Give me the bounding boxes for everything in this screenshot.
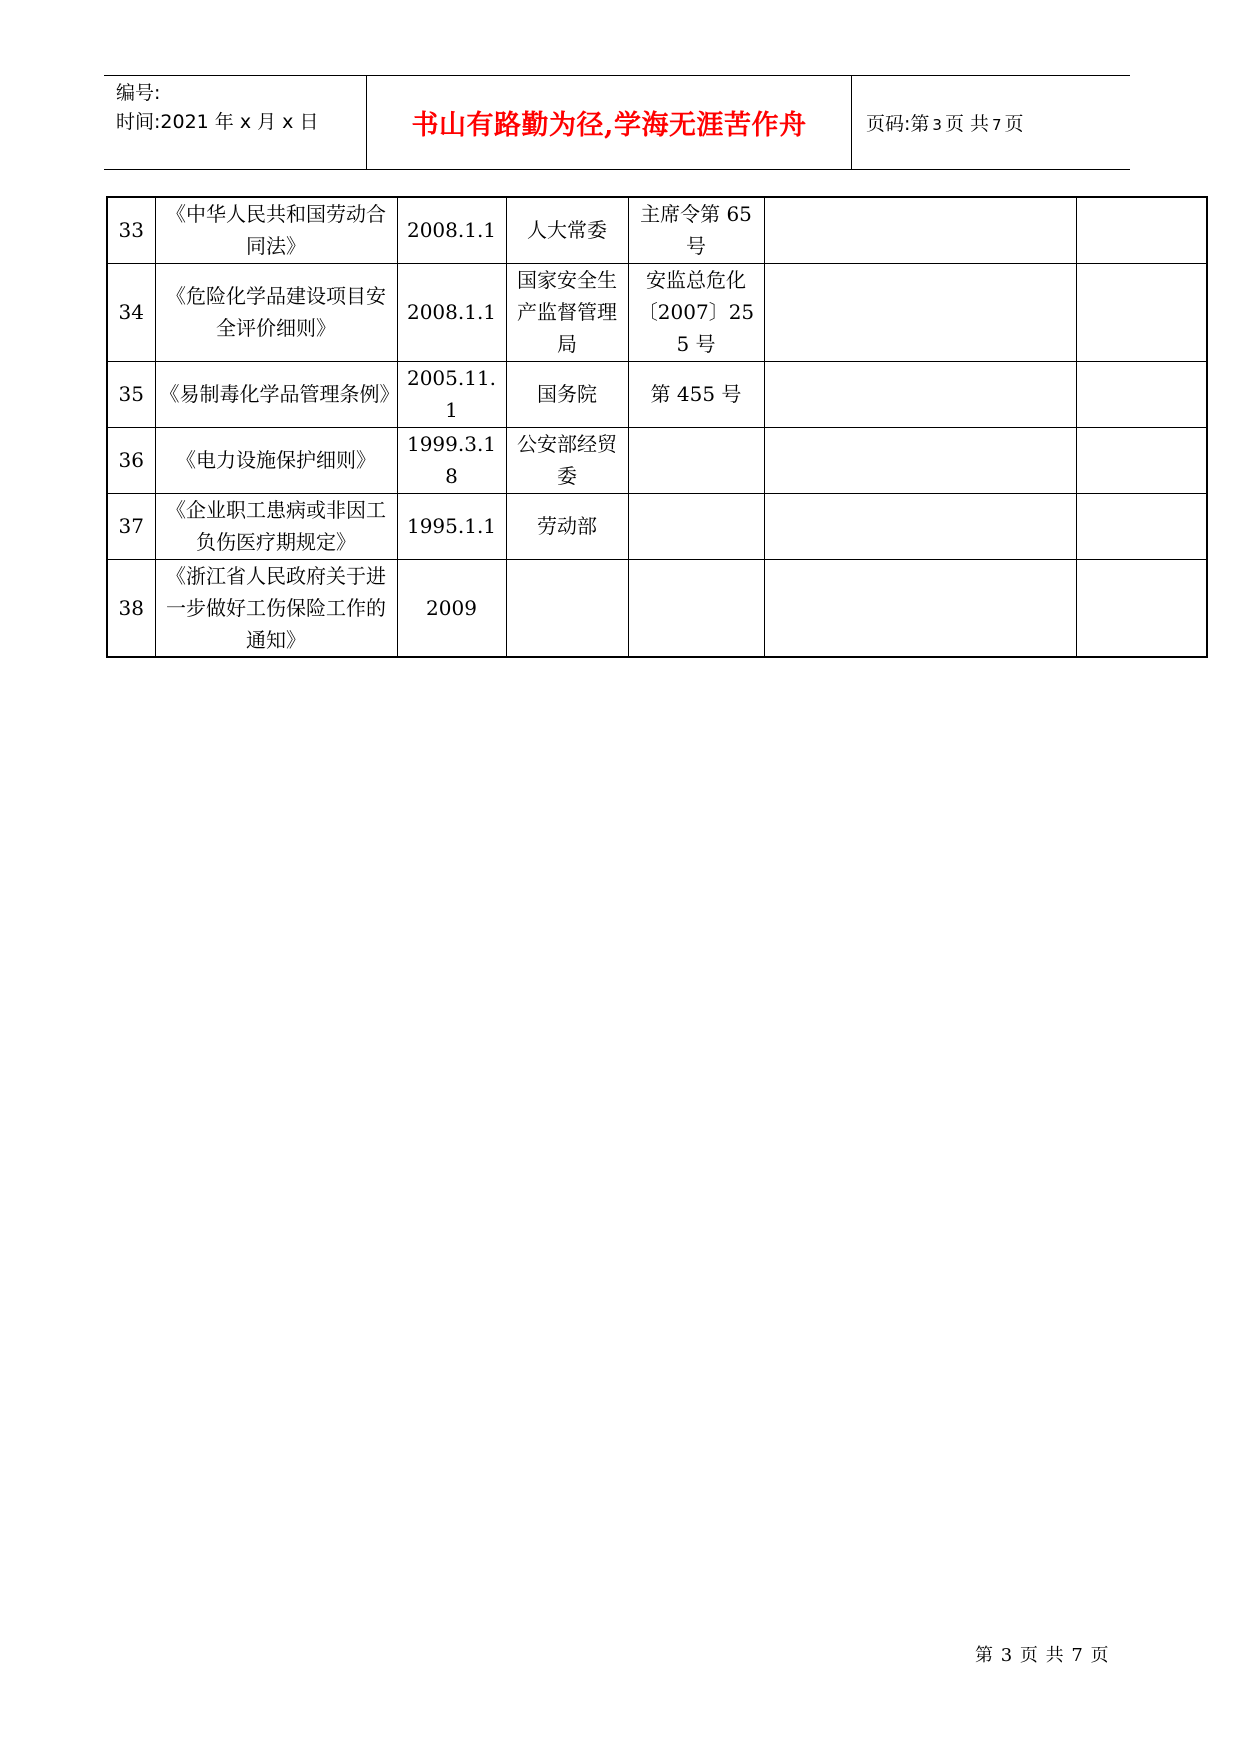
page-footer: 第 3 页 共 7 页 bbox=[975, 1645, 1110, 1666]
cell-issuer: 公安部经贸委 bbox=[506, 427, 628, 493]
cell-document-number bbox=[628, 493, 764, 559]
header-meta bbox=[104, 76, 367, 169]
table-row bbox=[107, 197, 1207, 263]
cell-effective-date: 2008.1.1 bbox=[397, 263, 506, 361]
cell-blank bbox=[1076, 559, 1207, 657]
cell-document-number bbox=[628, 427, 764, 493]
page-total: 7 bbox=[992, 116, 1002, 134]
cell-issuer: 人大常委 bbox=[506, 197, 628, 263]
cell-blank bbox=[1076, 263, 1207, 361]
cell-effective-date: 2009 bbox=[397, 559, 506, 657]
cell-regulation-name: 《易制毒化学品管理条例》 bbox=[155, 361, 397, 427]
cell-document-number bbox=[628, 559, 764, 657]
page-prefix: 页码:第 bbox=[866, 113, 930, 135]
table-row bbox=[107, 493, 1207, 559]
cell-issuer: 国家安全生产监督管理局 bbox=[506, 263, 628, 361]
table-row bbox=[107, 263, 1207, 361]
table-row bbox=[107, 427, 1207, 493]
header-slogan-cell bbox=[367, 76, 852, 169]
cell-document-number: 第 455 号 bbox=[628, 361, 764, 427]
cell-number: 34 bbox=[107, 263, 155, 361]
page-mid: 页 共 bbox=[944, 113, 989, 135]
cell-blank bbox=[1076, 493, 1207, 559]
serial-label: 编号: bbox=[116, 82, 161, 104]
cell-blank bbox=[764, 493, 1076, 559]
cell-document-number: 安监总危化〔2007〕255 号 bbox=[628, 263, 764, 361]
cell-effective-date: 2008.1.1 bbox=[397, 197, 506, 263]
cell-number: 35 bbox=[107, 361, 155, 427]
cell-regulation-name: 《企业职工患病或非因工负伤医疗期规定》 bbox=[155, 493, 397, 559]
cell-document-number: 主席令第 65 号 bbox=[628, 197, 764, 263]
header-slogan: 书山有路勤为径,学海无涯苦作舟 bbox=[411, 110, 807, 141]
cell-issuer: 国务院 bbox=[506, 361, 628, 427]
table-row bbox=[107, 559, 1207, 657]
cell-blank bbox=[1076, 361, 1207, 427]
header-page-info bbox=[852, 76, 1130, 169]
regulations-table bbox=[106, 196, 1208, 658]
cell-number: 36 bbox=[107, 427, 155, 493]
cell-regulation-name: 《电力设施保护细则》 bbox=[155, 427, 397, 493]
cell-regulation-name: 《危险化学品建设项目安全评价细则》 bbox=[155, 263, 397, 361]
cell-regulation-name: 《中华人民共和国劳动合同法》 bbox=[155, 197, 397, 263]
cell-blank bbox=[764, 263, 1076, 361]
cell-effective-date: 1995.1.1 bbox=[397, 493, 506, 559]
cell-effective-date: 2005.11.1 bbox=[397, 361, 506, 427]
cell-blank bbox=[764, 197, 1076, 263]
cell-number: 37 bbox=[107, 493, 155, 559]
cell-blank bbox=[1076, 197, 1207, 263]
cell-number: 33 bbox=[107, 197, 155, 263]
page-current: 3 bbox=[932, 116, 942, 134]
cell-regulation-name: 《浙江省人民政府关于进一步做好工伤保险工作的通知》 bbox=[155, 559, 397, 657]
cell-number: 38 bbox=[107, 559, 155, 657]
table-body bbox=[107, 197, 1207, 657]
cell-effective-date: 1999.3.18 bbox=[397, 427, 506, 493]
table-row bbox=[107, 361, 1207, 427]
cell-blank bbox=[764, 361, 1076, 427]
time-label: 时间:2021 年 x 月 x 日 bbox=[116, 111, 319, 133]
cell-blank bbox=[1076, 427, 1207, 493]
cell-blank bbox=[764, 427, 1076, 493]
cell-blank bbox=[764, 559, 1076, 657]
page-suffix: 页 bbox=[1004, 113, 1024, 135]
cell-issuer bbox=[506, 559, 628, 657]
cell-issuer: 劳动部 bbox=[506, 493, 628, 559]
page-header bbox=[104, 75, 1130, 170]
